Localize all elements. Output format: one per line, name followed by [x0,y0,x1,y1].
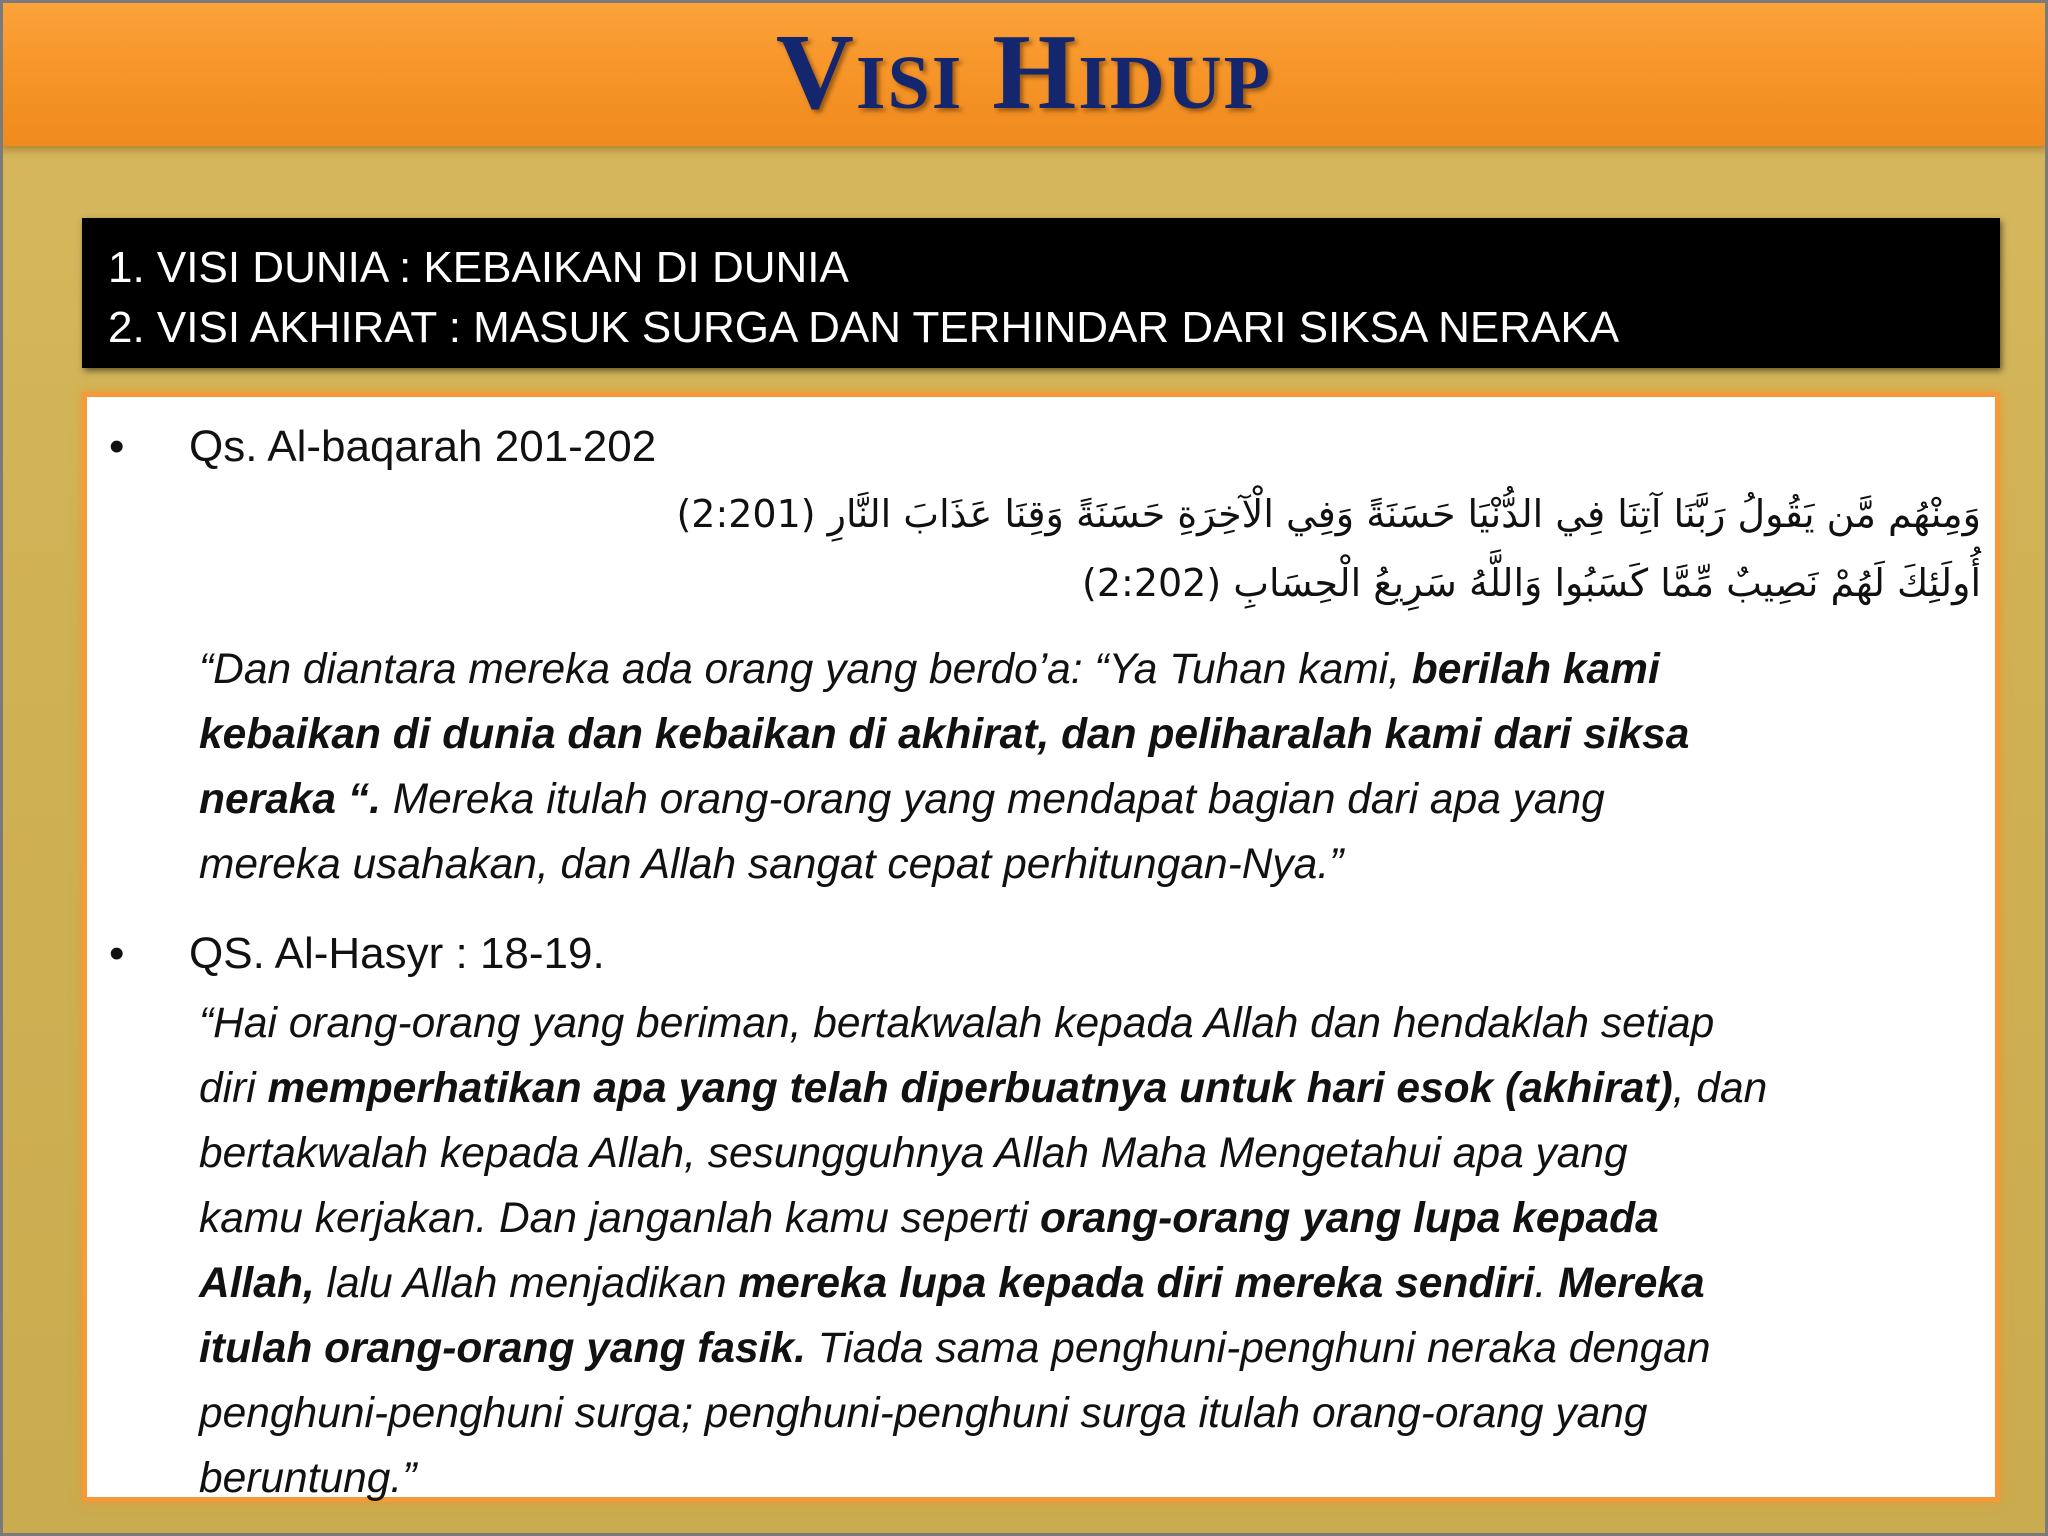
quote-line [199,1251,1989,1316]
translation-al-baqarah [199,637,1989,897]
verses-content-box [82,392,2000,1502]
quote-emphasis: mereka lupa kepada diri mereka sendiri [738,1260,1535,1307]
bullet-point: • [109,929,125,978]
quote-text: “Hai orang-orang yang beriman, bertakwalah kepada Allah dan hendaklah setiap [199,1000,1715,1047]
quote-emphasis: neraka “. [199,776,381,823]
bullet-point: • [109,422,125,471]
vision-summary-box [82,218,2000,368]
quote-line [199,1446,1989,1511]
quote-emphasis: Mereka [1558,1260,1705,1307]
quote-line [199,1056,1989,1121]
verse-reference-al-baqarah: Qs. Al-baqarah 201-202 [189,422,657,471]
arabic-verse-2-201: وَمِنْهُم مَّن يَقُولُ رَبَّنَا آتِنَا فِي الدُّنْيَا حَسَنَةً وَفِي الْآخِرَةِ حَسَنَةً وَقِنَا عَذَابَ النَّارِ (2:201) [676,492,1981,536]
quote-text: . [1534,1260,1559,1307]
translation-al-hasyr [199,991,1989,1511]
quote-line [199,991,1989,1056]
bullet-al-hasyr [109,924,605,984]
arabic-verse-2-202: أُولَئِكَ لَهُمْ نَصِيبٌ مِّمَّا كَسَبُوا وَاللَّهُ سَرِيعُ الْحِسَابِ (2:202) [1082,561,1981,605]
verse-reference-al-hasyr: QS. Al-Hasyr : 18-19. [189,929,605,978]
quote-emphasis: Allah, [199,1260,315,1307]
quote-text: mereka usahakan, dan Allah sangat cepat perhitungan-Nya.” [199,841,1344,888]
quote-emphasis: berilah kami [1411,646,1660,693]
quote-line [199,767,1989,832]
quote-line [199,1316,1989,1381]
quote-line [199,702,1989,767]
quote-line [199,1186,1989,1251]
quote-line [199,832,1989,897]
quote-emphasis: itulah orang-orang yang fasik. [199,1325,806,1372]
quote-text: lalu Allah menjadikan [314,1260,739,1307]
quote-text: penghuni-penghuni surga; penghuni-penghuni surga itulah orang-orang yang [199,1390,1648,1437]
quote-text: bertakwalah kepada Allah, sesungguhnya Allah Maha Mengetahui apa yang [199,1130,1628,1177]
quote-line [199,1121,1989,1186]
quote-text: Mereka itulah orang-orang yang mendapat bagian dari apa yang [380,776,1605,823]
title-bar [0,0,2048,146]
quote-line [199,637,1989,702]
quote-emphasis: kebaikan di dunia dan kebaikan di akhirat, dan peliharalah kami dari siksa [199,711,1690,758]
quote-text: Tiada sama penghuni-penghuni neraka dengan [805,1325,1711,1372]
vision-line-hereafter: 2. VISI AKHIRAT : MASUK SURGA DAN TERHINDAR DARI SIKSA NERAKA [108,303,1620,352]
quote-text: “Dan diantara mereka ada orang yang berdo’a: “Ya Tuhan kami, [199,646,1412,693]
quote-emphasis: orang-orang yang lupa kepada [1040,1195,1659,1242]
quote-text: diri [199,1065,268,1112]
bullet-al-baqarah [109,417,656,477]
quote-text: kamu kerjakan. Dan janganlah kamu seperti [199,1195,1041,1242]
quote-text: beruntung.” [199,1455,417,1502]
quote-emphasis: memperhatikan apa yang telah diperbuatnya untuk hari esok (akhirat) [267,1065,1673,1112]
quote-text: , dan [1672,1065,1768,1112]
vision-line-world: 1. VISI DUNIA : KEBAIKAN DI DUNIA [108,243,849,292]
slide-title: Visi Hidup [775,13,1273,132]
quote-line [199,1381,1989,1446]
